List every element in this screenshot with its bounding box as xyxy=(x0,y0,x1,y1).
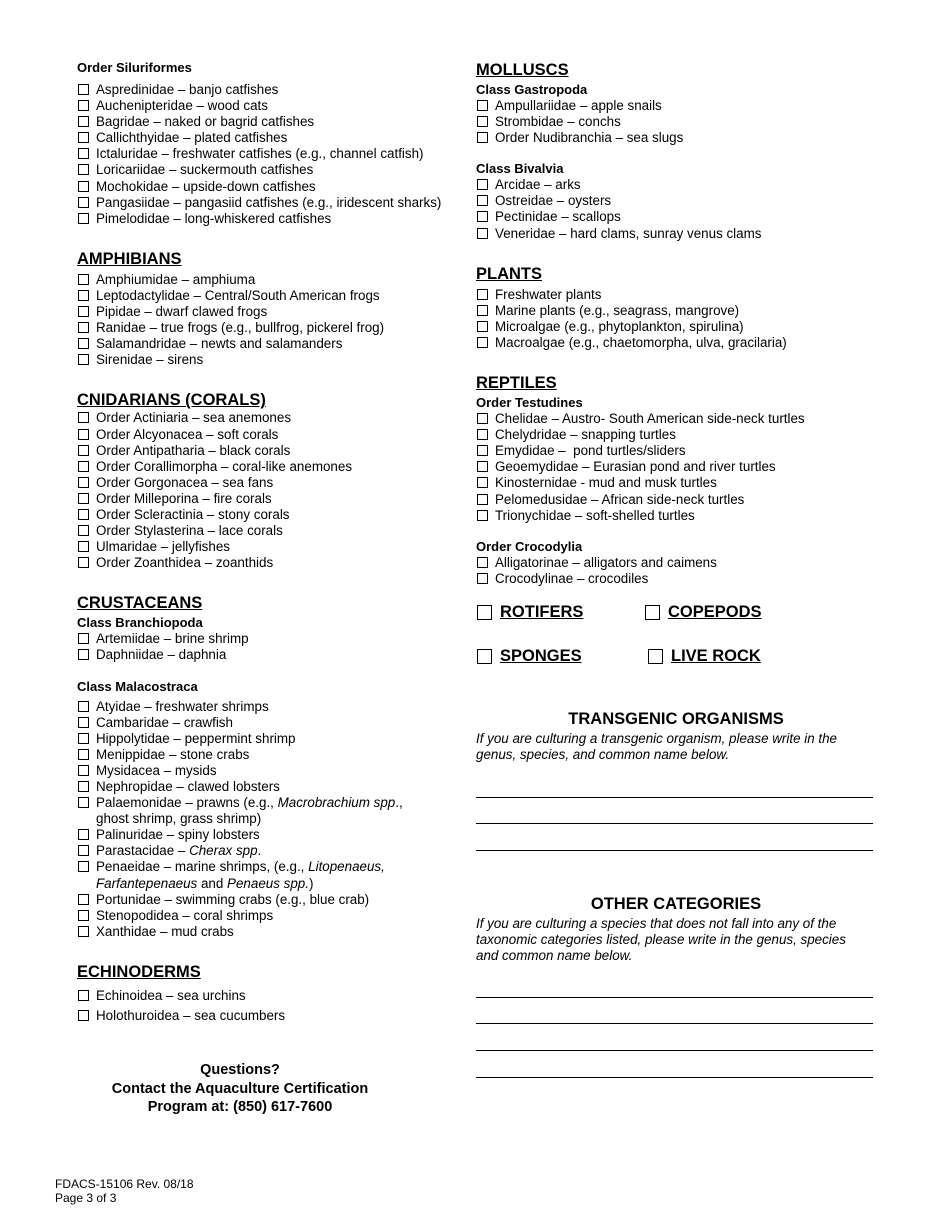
write-in-line[interactable] xyxy=(476,1077,873,1078)
sponges-option[interactable]: SPONGES xyxy=(477,648,582,664)
echinoderms-heading: ECHINODERMS xyxy=(77,962,201,981)
checkbox-item[interactable]: Chelidae – Austro- South American side-neck turtles xyxy=(476,411,876,427)
checkbox[interactable] xyxy=(78,781,89,792)
checkbox-item[interactable]: Order Alcyonacea – soft corals xyxy=(77,427,467,443)
checkbox[interactable] xyxy=(477,179,488,190)
checkbox-item[interactable]: Mochokidae – upside-down catfishes xyxy=(77,179,467,195)
checkbox[interactable] xyxy=(477,461,488,472)
write-in-line[interactable] xyxy=(476,1050,873,1051)
checkbox[interactable] xyxy=(78,557,89,568)
transgenic-note: If you are culturing a transgenic organism, please write in the genus, species, and common name below. xyxy=(476,731,837,762)
checkbox-item[interactable]: Menippidae – stone crabs xyxy=(77,747,467,763)
echinoderms-list xyxy=(77,988,467,1024)
checkbox-item[interactable]: Aspredinidae – banjo catfishes xyxy=(77,82,467,98)
checkbox[interactable] xyxy=(477,100,488,111)
checkbox-item[interactable]: Daphniidae – daphnia xyxy=(77,647,467,663)
order-testudines-heading: Order Testudines xyxy=(476,395,583,411)
checkbox[interactable] xyxy=(78,477,89,488)
checkbox[interactable] xyxy=(477,429,488,440)
malacostraca-list xyxy=(77,699,467,940)
checkbox-item[interactable]: Bagridae – naked or bagrid catfishes xyxy=(77,114,467,130)
amphibians-heading: AMPHIBIANS xyxy=(77,249,182,268)
other-categories-heading: OTHER CATEGORIES xyxy=(590,895,762,913)
checkbox-item[interactable]: Ranidae – true frogs (e.g., bullfrog, pickerel frog) xyxy=(77,320,467,336)
write-in-line[interactable] xyxy=(476,997,873,998)
plants-list xyxy=(476,287,876,351)
checkbox-item[interactable]: Parastacidae – Cherax spp. xyxy=(77,843,467,859)
phone-line: Program at: (850) 617-7600 xyxy=(147,1099,333,1115)
checkbox[interactable] xyxy=(78,701,89,712)
checkbox-item[interactable]: Portunidae – swimming crabs (e.g., blue crab) xyxy=(77,892,467,908)
checkbox[interactable] xyxy=(78,306,89,317)
checkbox-item[interactable]: Ampullariidae – apple snails xyxy=(476,98,876,114)
class-bivalvia-heading: Class Bivalvia xyxy=(476,161,564,177)
checkbox-item[interactable]: Sirenidae – sirens xyxy=(77,352,467,368)
checkbox[interactable] xyxy=(78,181,89,192)
checkbox[interactable] xyxy=(477,132,488,143)
checkbox-item[interactable]: Ostreidae – oysters xyxy=(476,193,876,209)
checkbox-item[interactable]: Macroalgae (e.g., chaetomorpha, ulva, gracilaria) xyxy=(476,335,876,351)
amphibians-list xyxy=(77,272,467,369)
rotifers-option[interactable]: ROTIFERS xyxy=(477,604,583,620)
live-rock-option[interactable]: LIVE ROCK xyxy=(648,648,761,664)
checkbox-item[interactable]: Microalgae (e.g., phytoplankton, spirulina) xyxy=(476,319,876,335)
checkbox-item[interactable]: Marine plants (e.g., seagrass, mangrove) xyxy=(476,303,876,319)
cnidarians-heading: CNIDARIANS (CORALS) xyxy=(77,391,266,410)
checkbox-item[interactable]: Ictaluridae – freshwater catfishes (e.g., channel catfish) xyxy=(77,146,467,162)
checkbox[interactable] xyxy=(477,477,488,488)
checkbox-item[interactable]: Echinoidea – sea urchins xyxy=(77,988,467,1004)
siluriformes-list xyxy=(77,82,467,227)
checkbox-item[interactable]: Hippolytidae – peppermint shrimp xyxy=(77,731,467,747)
checkbox[interactable] xyxy=(78,717,89,728)
footer xyxy=(55,1177,194,1205)
transgenic-heading: TRANSGENIC ORGANISMS xyxy=(568,710,784,728)
checkbox[interactable] xyxy=(78,541,89,552)
molluscs-heading: MOLLUSCS xyxy=(476,61,569,79)
testudines-list xyxy=(476,411,876,524)
checkbox-item[interactable]: Artemiidae – brine shrimp xyxy=(77,631,467,647)
checkbox[interactable] xyxy=(477,305,488,316)
checkbox[interactable] xyxy=(78,509,89,520)
checkbox[interactable] xyxy=(477,337,488,348)
checkbox-item[interactable]: Amphiumidae – amphiuma xyxy=(77,272,467,288)
checkbox[interactable] xyxy=(477,289,488,300)
checkbox[interactable] xyxy=(78,797,89,808)
checkbox-item[interactable]: Pimelodidae – long-whiskered catfishes xyxy=(77,211,467,227)
checkbox-item[interactable]: Xanthidae – mud crabs xyxy=(77,924,467,940)
questions-label: Questions? xyxy=(200,1062,280,1078)
checkbox[interactable] xyxy=(477,321,488,332)
checkbox[interactable] xyxy=(477,228,488,239)
checkbox[interactable] xyxy=(78,84,89,95)
checkbox-item[interactable]: Emydidae – pond turtles/sliders xyxy=(476,443,876,459)
checkbox-item[interactable]: Ulmaridae – jellyfishes xyxy=(77,539,467,555)
checkbox-item[interactable]: Order Zoanthidea – zoanthids xyxy=(77,555,467,571)
class-branchiopoda-heading: Class Branchiopoda xyxy=(77,615,203,631)
checkbox-item[interactable]: Order Nudibranchia – sea slugs xyxy=(476,130,876,146)
checkbox[interactable] xyxy=(78,926,89,937)
order-siluriformes-heading: Order Siluriformes xyxy=(77,60,192,75)
crustaceans-heading: CRUSTACEANS xyxy=(77,594,203,613)
checkbox[interactable] xyxy=(78,213,89,224)
checkbox[interactable] xyxy=(78,829,89,840)
checkbox-item[interactable]: Nephropidae – clawed lobsters xyxy=(77,779,467,795)
checkbox[interactable] xyxy=(477,211,488,222)
page-number: Page 3 of 3 xyxy=(55,1191,117,1205)
cnidarians-list xyxy=(77,410,467,571)
checkbox[interactable] xyxy=(477,494,488,505)
contact-line: Contact the Aquaculture Certification xyxy=(111,1080,369,1097)
checkbox[interactable] xyxy=(78,290,89,301)
checkbox[interactable] xyxy=(78,100,89,111)
checkbox[interactable] xyxy=(645,605,660,620)
checkbox[interactable] xyxy=(78,749,89,760)
right-column xyxy=(476,60,876,587)
write-in-line[interactable] xyxy=(476,797,873,798)
checkbox[interactable] xyxy=(78,861,89,872)
checkbox[interactable] xyxy=(78,197,89,208)
checkbox[interactable] xyxy=(78,274,89,285)
checkbox[interactable] xyxy=(477,573,488,584)
checkbox-item[interactable]: Order Gorgonacea – sea fans xyxy=(77,475,467,491)
bivalvia-list xyxy=(476,177,876,241)
checkbox-item[interactable]: Palinuridae – spiny lobsters xyxy=(77,827,467,843)
checkbox-item[interactable]: Trionychidae – soft-shelled turtles xyxy=(476,508,876,524)
checkbox[interactable] xyxy=(78,910,89,921)
checkbox[interactable] xyxy=(78,164,89,175)
checkbox[interactable] xyxy=(477,557,488,568)
checkbox-item[interactable]: Arcidae – arks xyxy=(476,177,876,193)
checkbox[interactable] xyxy=(477,605,492,620)
checkbox-item[interactable]: Salamandridae – newts and salamanders xyxy=(77,336,467,352)
checkbox[interactable] xyxy=(477,649,492,664)
checkbox[interactable] xyxy=(78,493,89,504)
checkbox[interactable] xyxy=(78,733,89,744)
checkbox[interactable] xyxy=(477,116,488,127)
checkbox-item[interactable]: Penaeidae – marine shrimps, (e.g., Litopenaeus, Farfantepenaeus and Penaeus spp.) xyxy=(77,859,406,891)
checkbox-item[interactable]: Order Milleporina – fire corals xyxy=(77,491,467,507)
checkbox-item[interactable]: Order Actiniaria – sea anemones xyxy=(77,410,467,426)
checkbox-item[interactable]: Kinosternidae - mud and musk turtles xyxy=(476,475,876,491)
checkbox[interactable] xyxy=(648,649,663,664)
checkbox[interactable] xyxy=(78,1010,89,1021)
checkbox[interactable] xyxy=(78,765,89,776)
checkbox[interactable] xyxy=(477,195,488,206)
checkbox-item[interactable]: Geoemydidae – Eurasian pond and river turtles xyxy=(476,459,876,475)
checkbox-item[interactable]: Callichthyidae – plated catfishes xyxy=(77,130,467,146)
checkbox[interactable] xyxy=(477,445,488,456)
write-in-line[interactable] xyxy=(476,823,873,824)
checkbox[interactable] xyxy=(78,338,89,349)
checkbox-item[interactable]: Pelomedusidae – African side-neck turtles xyxy=(476,492,876,508)
checkbox[interactable] xyxy=(78,461,89,472)
checkbox[interactable] xyxy=(78,649,89,660)
gastropoda-list xyxy=(476,98,876,146)
copepods-option[interactable]: COPEPODS xyxy=(645,604,762,620)
checkbox-item[interactable]: Order Corallimorpha – coral-like anemones xyxy=(77,459,467,475)
checkbox[interactable] xyxy=(78,116,89,127)
class-gastropoda-heading: Class Gastropoda xyxy=(476,82,588,97)
checkbox[interactable] xyxy=(78,633,89,644)
checkbox[interactable] xyxy=(78,845,89,856)
checkbox-item[interactable]: Cambaridae – crawfish xyxy=(77,715,467,731)
left-column xyxy=(77,60,467,1024)
contact-info xyxy=(80,1061,400,1117)
checkbox[interactable] xyxy=(78,148,89,159)
write-in-line[interactable] xyxy=(476,1023,873,1024)
checkbox[interactable] xyxy=(477,413,488,424)
checkbox-item[interactable]: Freshwater plants xyxy=(476,287,876,303)
branchiopoda-list xyxy=(77,631,467,663)
form-id: FDACS-15106 Rev. 08/18 xyxy=(55,1177,194,1191)
checkbox-item[interactable]: Leptodactylidae – Central/South American frogs xyxy=(77,288,467,304)
checkbox-item[interactable]: Stenopodidea – coral shrimps xyxy=(77,908,467,924)
checkbox[interactable] xyxy=(78,354,89,365)
other-categories-note: If you are culturing a species that does not fall into any of the taxonomic categories listed, please write in the genus, species and common name below. xyxy=(476,916,846,963)
checkbox[interactable] xyxy=(78,412,89,423)
order-crocodylia-heading: Order Crocodylia xyxy=(476,538,583,554)
checkbox[interactable] xyxy=(78,525,89,536)
class-malacostraca-heading: Class Malacostraca xyxy=(77,678,198,694)
checkbox-item[interactable]: Auchenipteridae – wood cats xyxy=(77,98,467,114)
checkbox-item[interactable]: Chelydridae – snapping turtles xyxy=(476,427,876,443)
checkbox[interactable] xyxy=(78,322,89,333)
checkbox-item[interactable]: Order Scleractinia – stony corals xyxy=(77,507,467,523)
checkbox-item[interactable]: Mysidacea – mysids xyxy=(77,763,467,779)
checkbox[interactable] xyxy=(477,510,488,521)
checkbox[interactable] xyxy=(78,429,89,440)
checkbox-item[interactable]: Pangasiidae – pangasiid catfishes (e.g., iridescent sharks) xyxy=(77,195,467,211)
checkbox[interactable] xyxy=(78,445,89,456)
checkbox-item[interactable]: Veneridae – hard clams, sunray venus clams xyxy=(476,226,876,242)
checkbox-item[interactable]: Strombidae – conchs xyxy=(476,114,876,130)
checkbox-item[interactable]: Atyidae – freshwater shrimps xyxy=(77,699,467,715)
checkbox-item[interactable]: Pipidae – dwarf clawed frogs xyxy=(77,304,467,320)
checkbox-item[interactable]: Holothuroidea – sea cucumbers xyxy=(77,1008,467,1024)
checkbox-item[interactable]: Loricariidae – suckermouth catfishes xyxy=(77,162,467,178)
crocodylia-list xyxy=(476,555,876,587)
checkbox[interactable] xyxy=(78,990,89,1001)
checkbox[interactable] xyxy=(78,894,89,905)
checkbox-item[interactable]: Order Stylasterina – lace corals xyxy=(77,523,467,539)
checkbox[interactable] xyxy=(78,132,89,143)
plants-heading: PLANTS xyxy=(476,264,542,283)
checkbox-item[interactable]: Alligatorinae – alligators and caimens xyxy=(476,555,876,571)
checkbox-item[interactable]: Crocodylinae – crocodiles xyxy=(476,571,876,587)
reptiles-heading: REPTILES xyxy=(476,374,557,393)
write-in-line[interactable] xyxy=(476,850,873,851)
checkbox-item[interactable]: Pectinidae – scallops xyxy=(476,209,876,225)
checkbox-item[interactable]: Palaemonidae – prawns (e.g., Macrobrachium spp., ghost shrimp, grass shrimp) xyxy=(77,795,416,827)
checkbox-item[interactable]: Order Antipatharia – black corals xyxy=(77,443,467,459)
